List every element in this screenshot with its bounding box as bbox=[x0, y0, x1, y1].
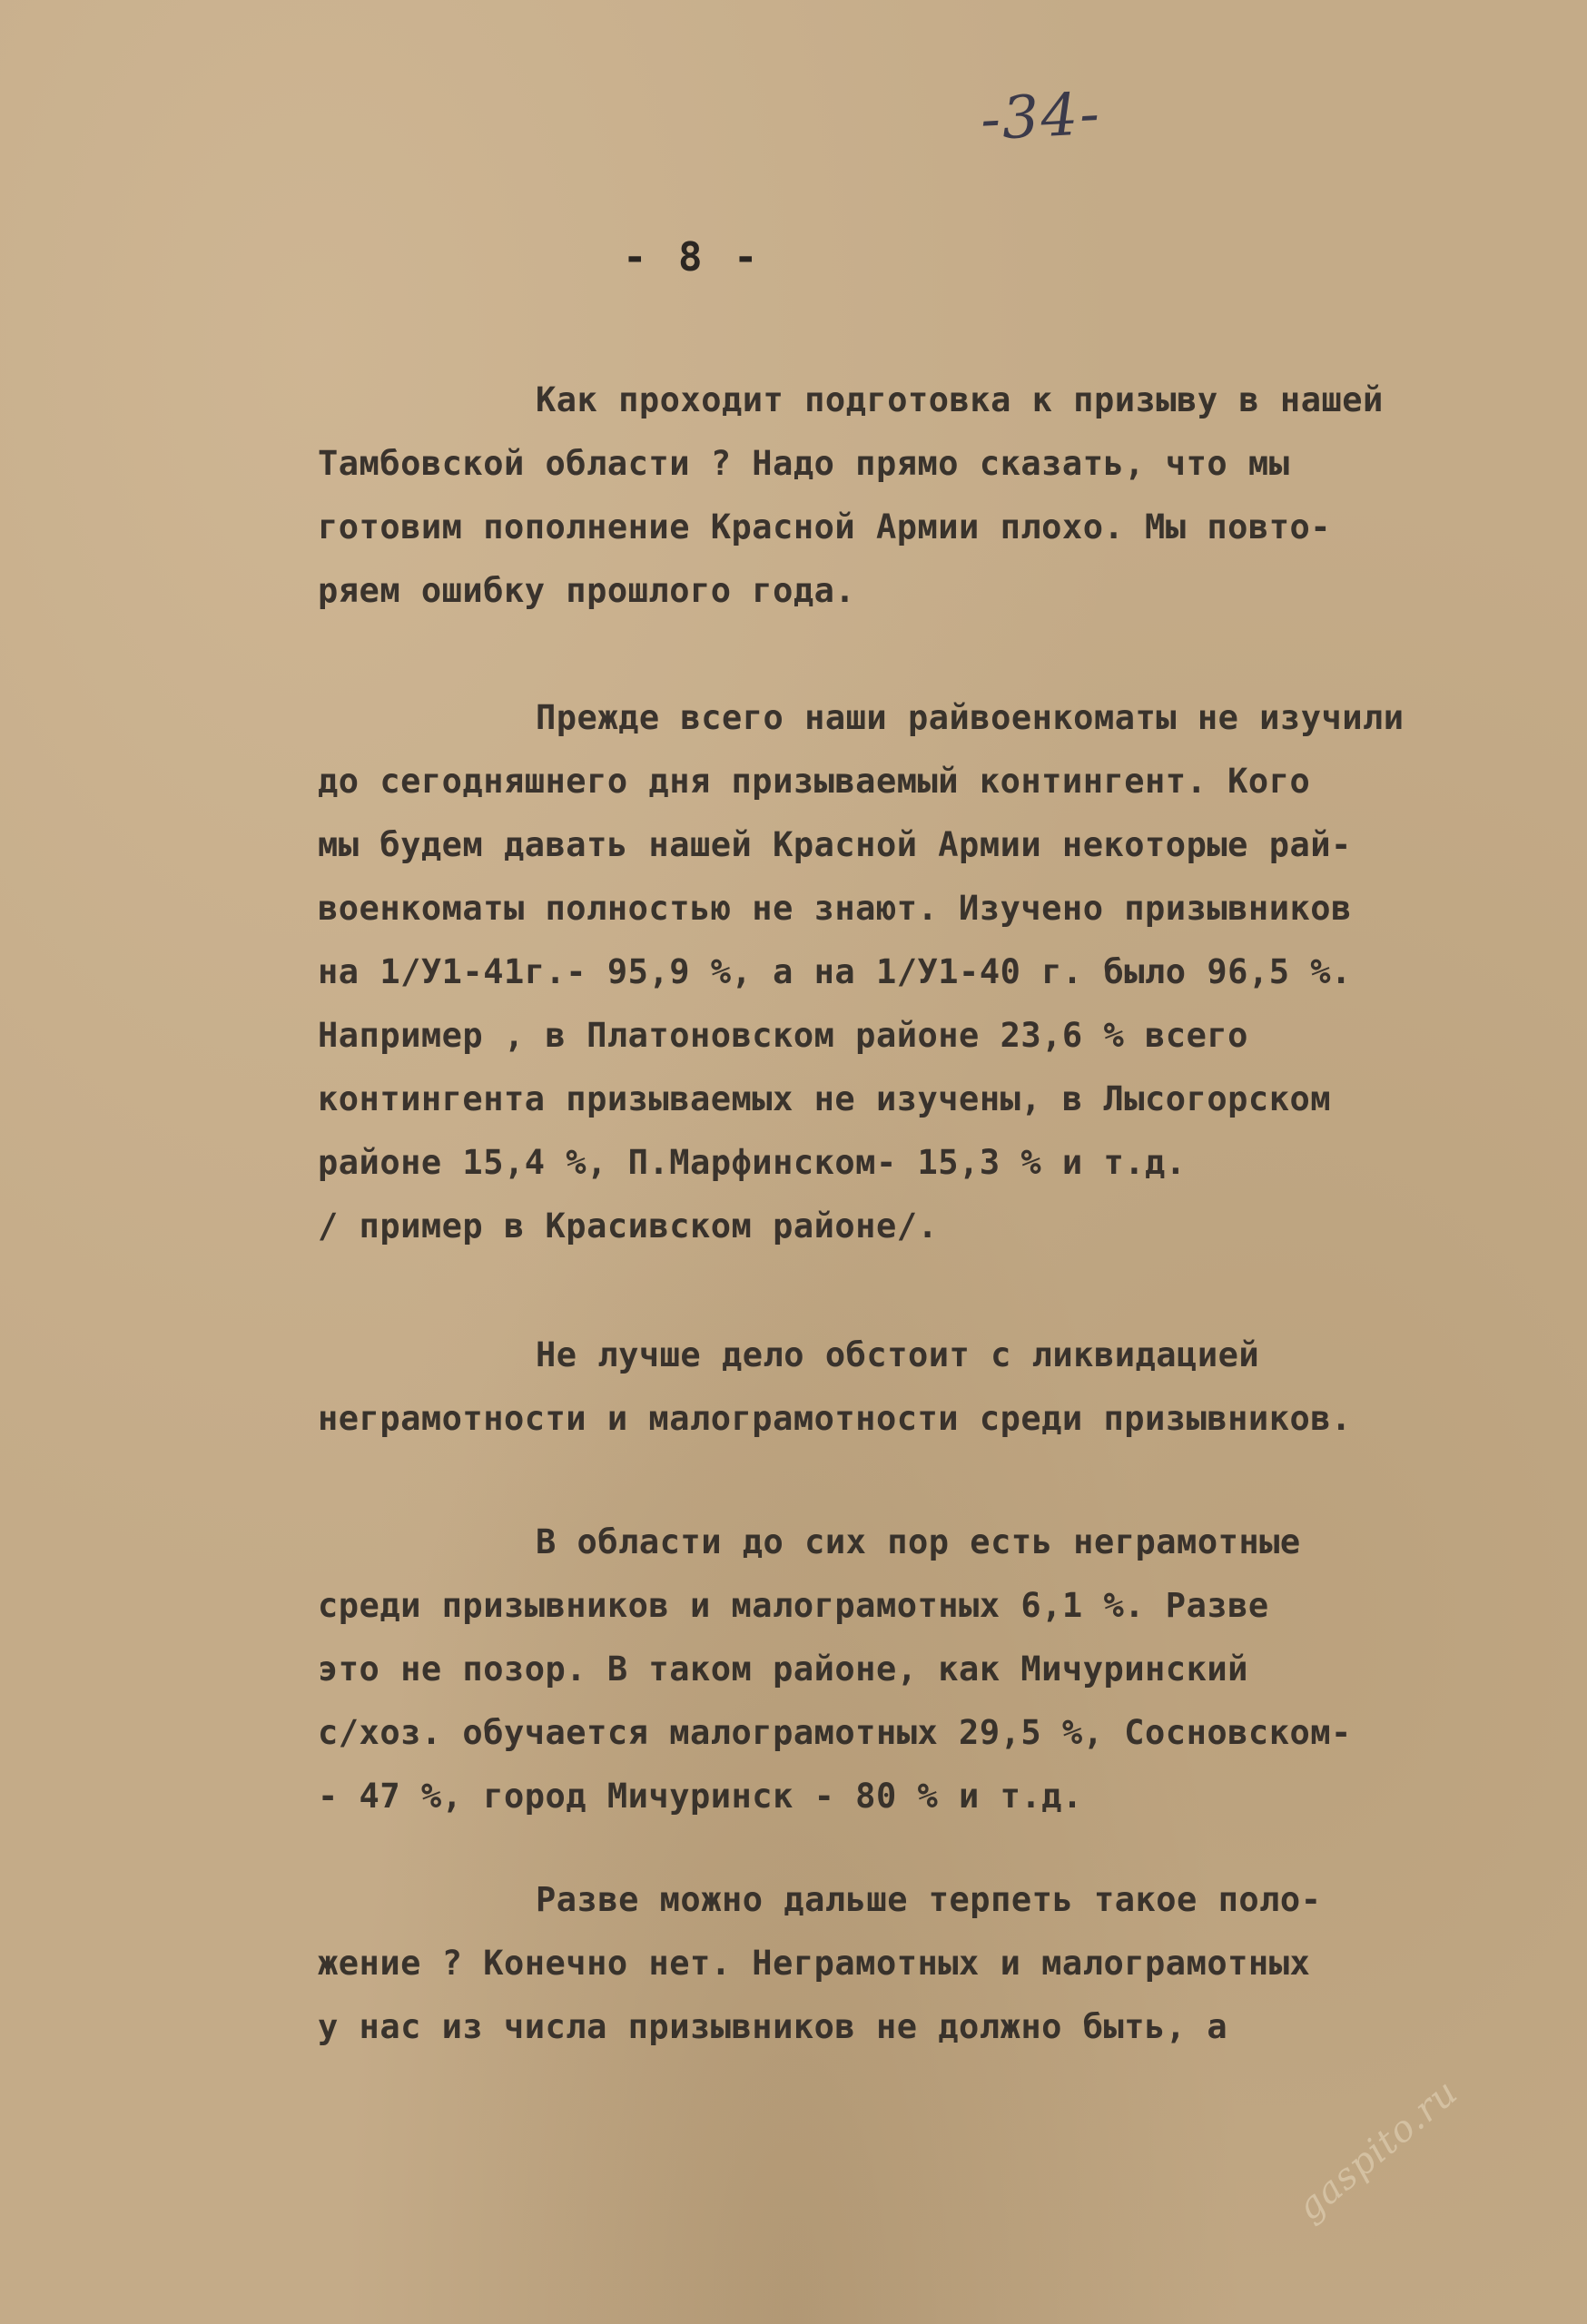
paragraph-4 bbox=[318, 1511, 1498, 1828]
text-line: до сегодняшнего дня призываемый контингент. Кого bbox=[318, 762, 1311, 801]
text-line: среди призывников и малограмотных 6,1 %. Разве bbox=[318, 1586, 1269, 1625]
text-line: на 1/У1-41г.- 95,9 %, а на 1/У1-40 г. было 96,5 %. bbox=[318, 952, 1352, 991]
text-line: Не лучше дело обстоит с ликвидацией bbox=[536, 1335, 1260, 1374]
paragraph-5 bbox=[318, 1868, 1498, 2059]
archive-sheet-number: -34- bbox=[979, 80, 1103, 154]
paragraph-3 bbox=[318, 1324, 1498, 1451]
text-line: Прежде всего наши райвоенкоматы не изучили bbox=[536, 698, 1405, 737]
page-number: - 8 - bbox=[623, 234, 762, 281]
paragraph-2 bbox=[318, 686, 1498, 1258]
text-line: это не позор. В таком районе, как Мичуринский bbox=[318, 1649, 1248, 1689]
text-line: В области до сих пор есть неграмотные bbox=[536, 1522, 1301, 1561]
text-line: у нас из числа призывников не должно быть, а bbox=[318, 2007, 1228, 2046]
text-line: Разве можно дальше терпеть такое поло- bbox=[536, 1880, 1322, 1919]
text-line: ряем ошибку прошлого года. bbox=[318, 571, 856, 610]
paragraph-1 bbox=[318, 369, 1498, 623]
text-line: с/хоз. обучается малограмотных 29,5 %, Сосновском- bbox=[318, 1713, 1352, 1752]
text-line: неграмотности и малограмотности среди призывников. bbox=[318, 1399, 1352, 1438]
text-line: Например , в Платоновском районе 23,6 % всего bbox=[318, 1016, 1248, 1055]
text-line: / пример в Красивском районе/. bbox=[318, 1206, 939, 1246]
text-line: районе 15,4 %, П.Марфинском- 15,3 % и т.д. bbox=[318, 1143, 1187, 1182]
text-line: мы будем давать нашей Красной Армии некоторые рай- bbox=[318, 825, 1352, 864]
text-line: готовим пополнение Красной Армии плохо. Мы повто- bbox=[318, 507, 1332, 547]
text-line: контингента призываемых не изучены, в Лысогорском bbox=[318, 1079, 1332, 1118]
text-line: - 47 %, город Мичуринск - 80 % и т.д. bbox=[318, 1777, 1083, 1816]
text-line: Как проходит подготовка к призыву в нашей bbox=[536, 380, 1384, 419]
text-line: жение ? Конечно нет. Неграмотных и малограмотных bbox=[318, 1944, 1311, 1983]
text-line: военкоматы полностью не знают. Изучено призывников bbox=[318, 889, 1352, 928]
text-line: Тамбовской области ? Надо прямо сказать, что мы bbox=[318, 444, 1290, 483]
watermark: gaspito.ru bbox=[1289, 2071, 1466, 2230]
